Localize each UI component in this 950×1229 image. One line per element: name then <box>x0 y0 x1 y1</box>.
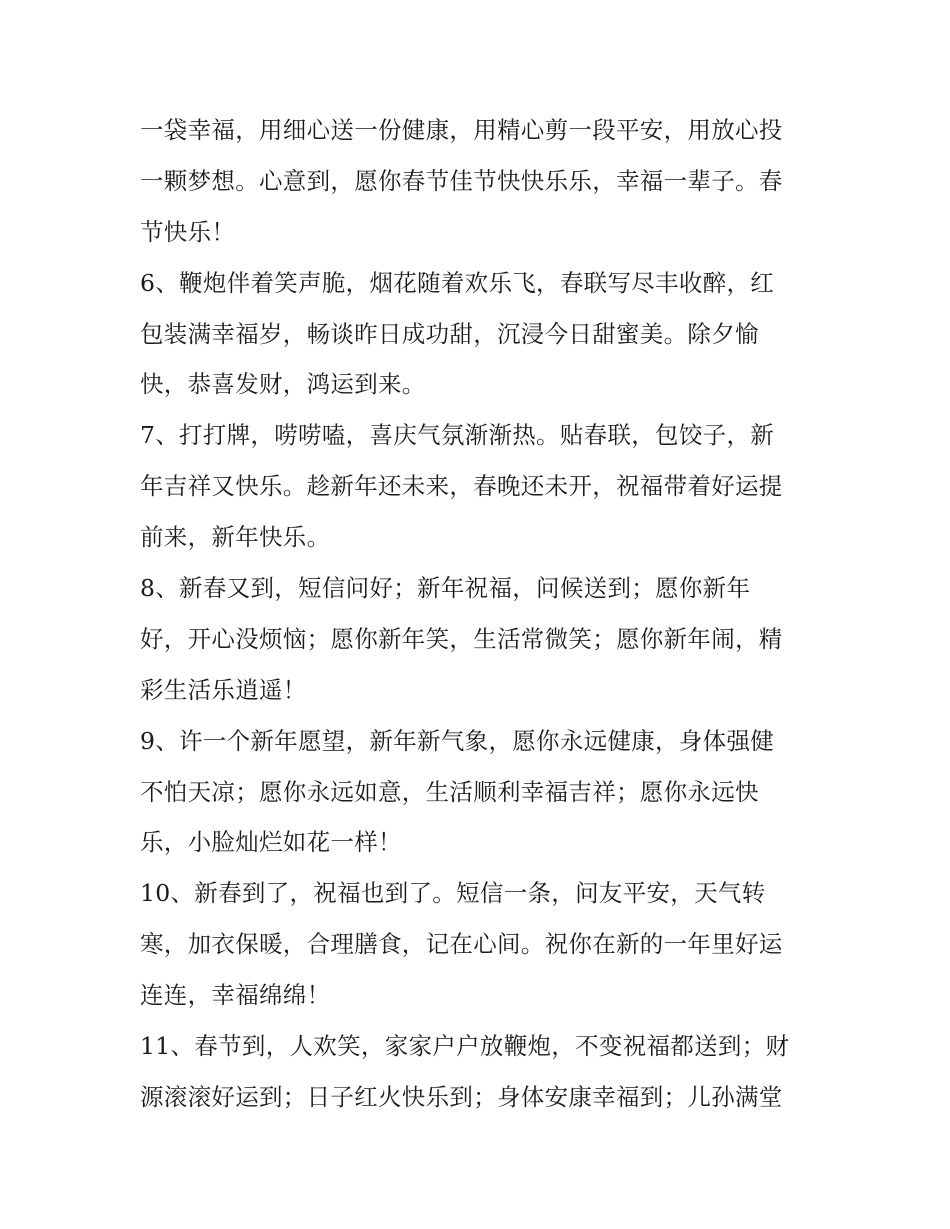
text-line: 前来，新年快乐。 <box>140 523 331 552</box>
text-line: 彩生活乐逍遥！ <box>140 675 307 704</box>
text-line: 乐，小脸灿烂如花一样！ <box>140 828 402 857</box>
text-line: 好，开心没烦恼；愿你新年笑，生活常微笑；愿你新年闹，精 <box>140 624 783 653</box>
text-line: 寒，加衣保暖，合理膳食，记在心间。祝你在新的一年里好运 <box>140 930 783 959</box>
text-line: 连连，幸福绵绵！ <box>140 981 331 1010</box>
text-line: 年吉祥又快乐。趁新年还未来，春晚还未开，祝福带着好运提 <box>140 472 783 501</box>
text-line: 9、许一个新年愿望，新年新气象，愿你永远健康，身体强健 <box>140 726 775 755</box>
document-body <box>140 105 812 1123</box>
text-line: 不怕天凉；愿你永远如意，生活顺利幸福吉祥；愿你永远快 <box>140 777 759 806</box>
text-line: 一颗梦想。心意到，愿你春节佳节快快乐乐，幸福一辈子。春 <box>140 166 783 195</box>
text-line: 一袋幸福，用细心送一份健康，用精心剪一段平安，用放心投 <box>140 116 783 144</box>
text-line: 包装满幸福岁，畅谈昨日成功甜，沉浸今日甜蜜美。除夕愉 <box>140 319 759 348</box>
text-line: 快，恭喜发财，鸿运到来。 <box>140 370 426 399</box>
text-line: 10、新春到了，祝福也到了。短信一条，问友平安，天气转 <box>140 879 766 908</box>
text-line: 节快乐！ <box>140 217 236 246</box>
text-line: 11、春节到，人欢笑，家家户户放鞭炮，不变祝福都送到；财 <box>140 1032 790 1061</box>
text-line: 7、打打牌，唠唠嗑，喜庆气氛渐渐热。贴春联，包饺子，新 <box>140 421 775 450</box>
text-line: 6、鞭炮伴着笑声脆，烟花随着欢乐飞，春联写尽丰收醉，红 <box>140 268 775 297</box>
text-line: 8、新春又到，短信问好；新年祝福，问候送到；愿你新年 <box>140 574 751 603</box>
text-line: 源滚滚好运到；日子红火快乐到；身体安康幸福到；儿孙满堂 <box>140 1082 783 1111</box>
